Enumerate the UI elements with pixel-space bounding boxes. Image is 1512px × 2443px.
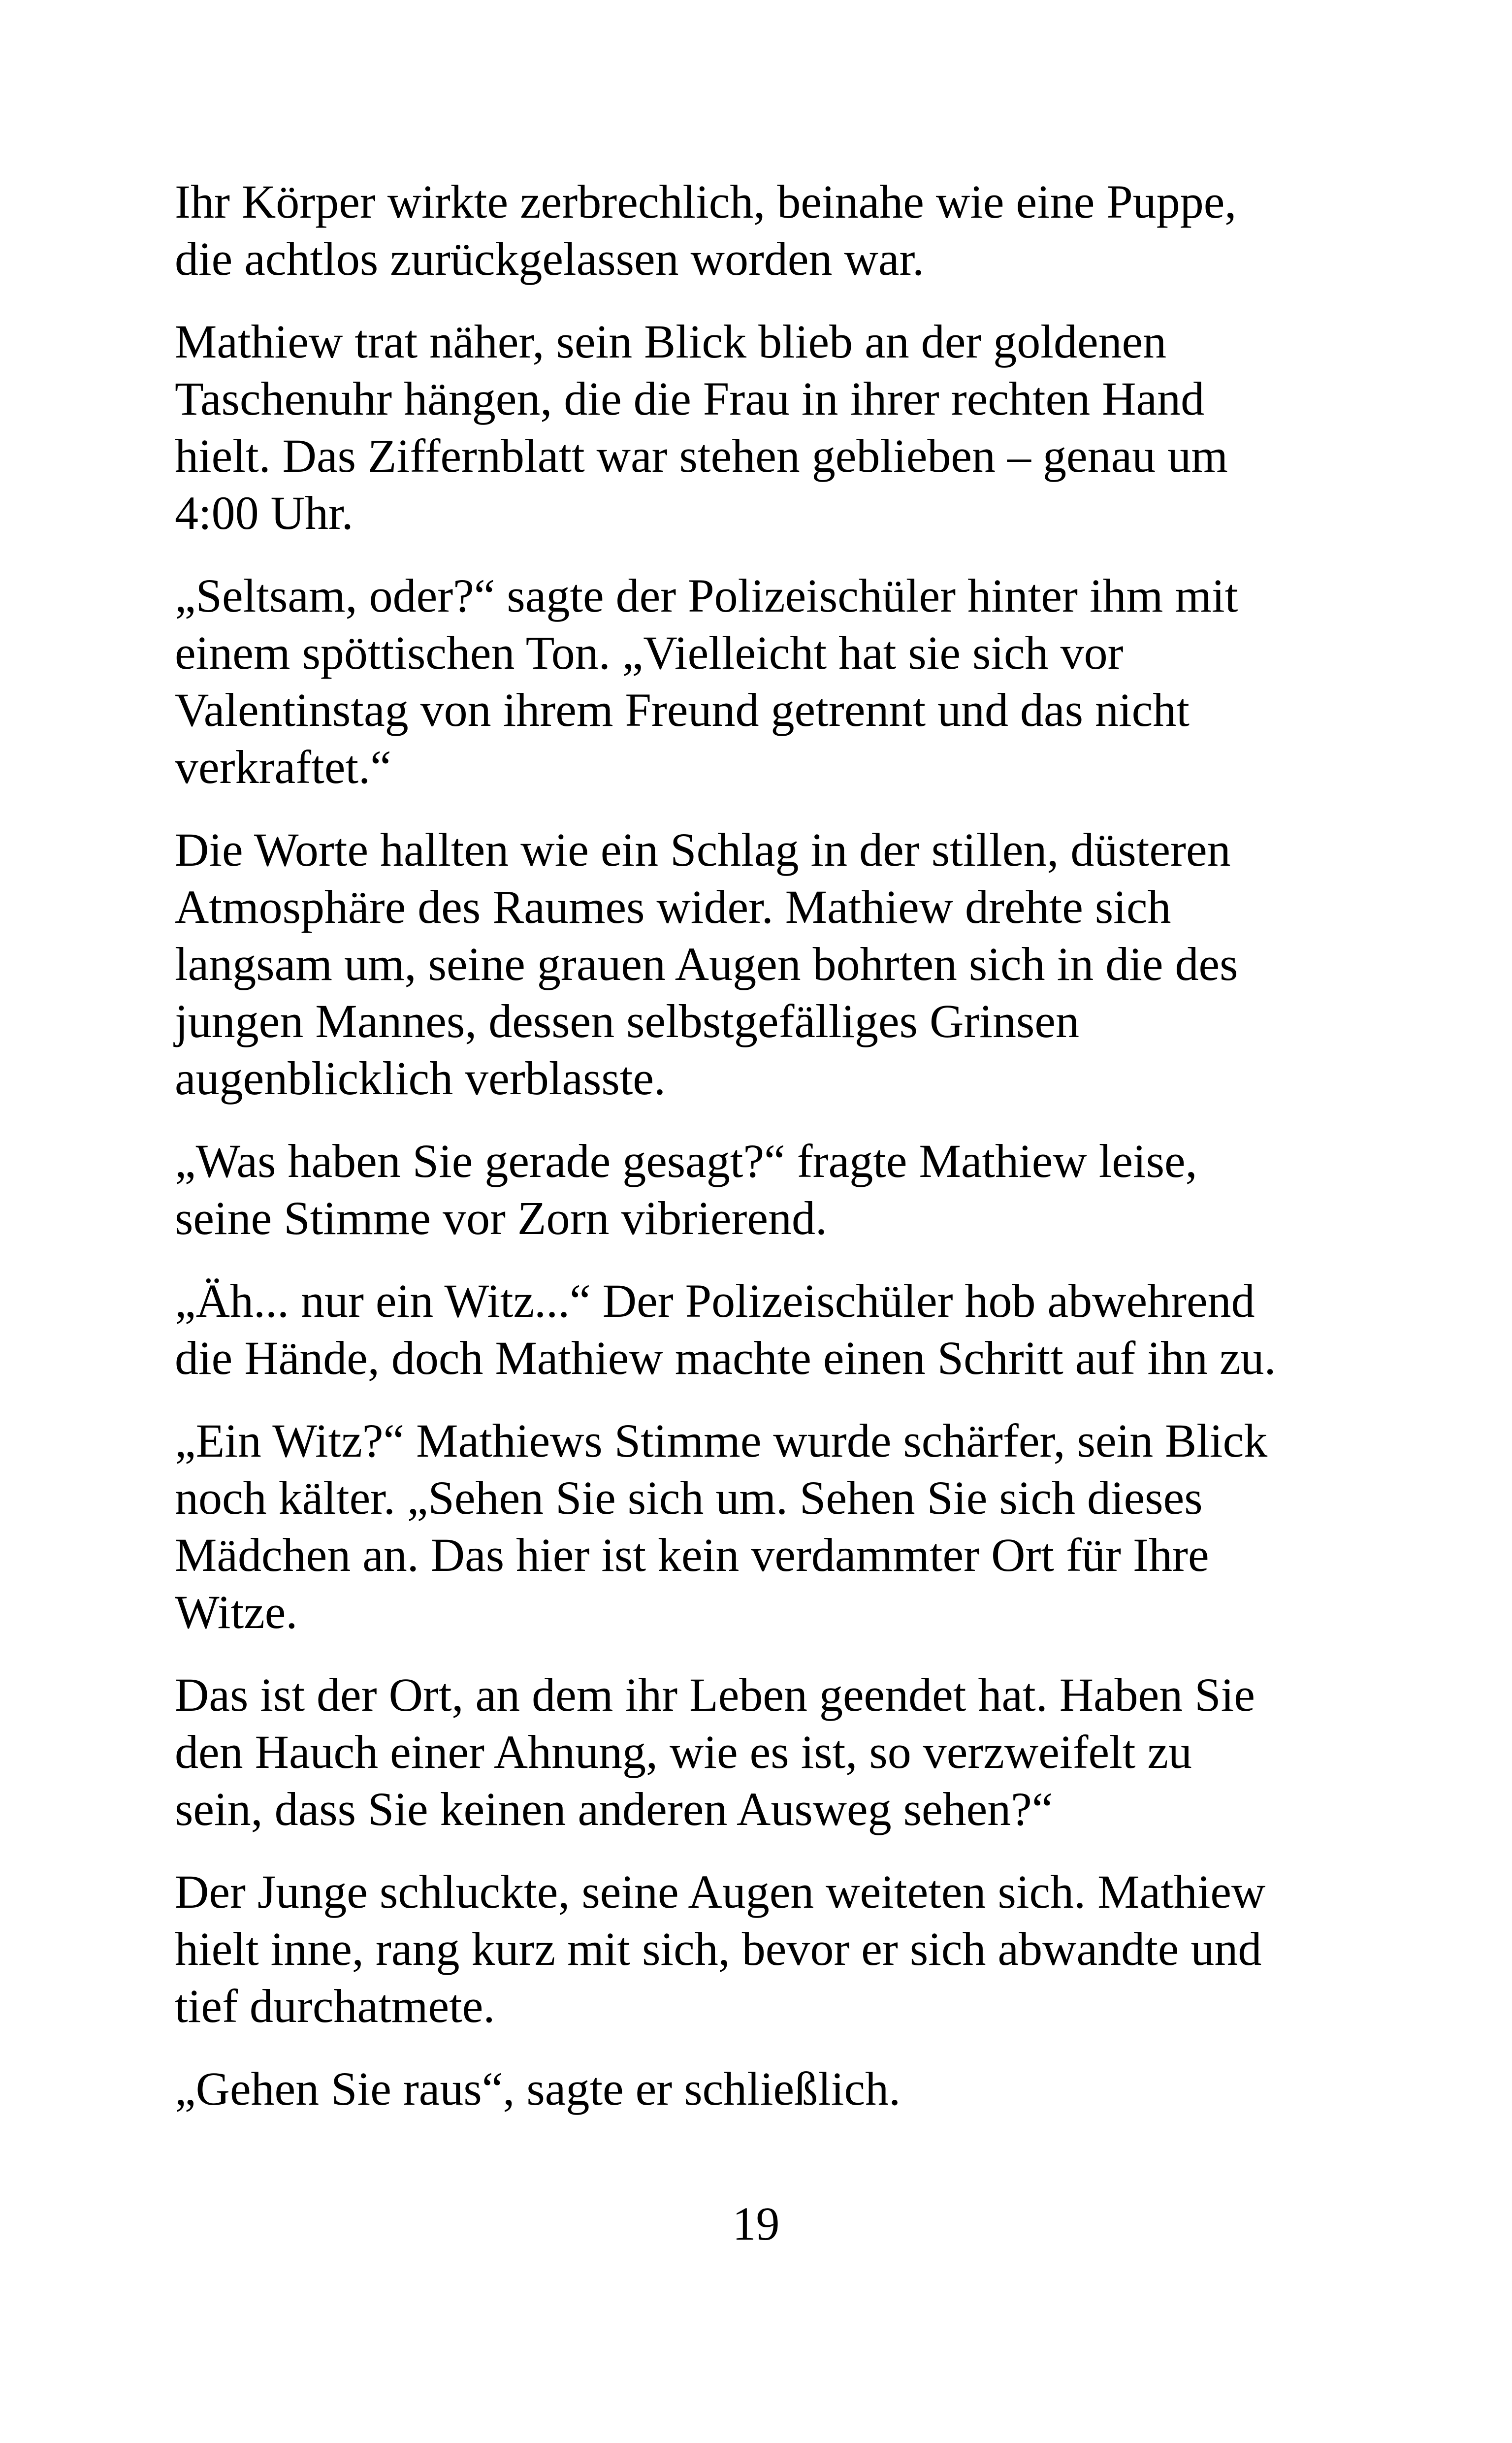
- paragraph-5: „Was haben Sie gerade gesagt?“ fragte Mathiew leise, seine Stimme vor Zorn vibrierend.: [175, 1135, 1197, 1244]
- paragraph-7: „Ein Witz?“ Mathiews Stimme wurde schärfer, sein Blick noch kälter. „Sehen Sie sich um. Sehen Sie sich dieses Mädchen an. Das hier ist kein verdammter Ort für Ihre Witze.: [175, 1414, 1268, 1638]
- page-number: 19: [732, 2197, 780, 2250]
- body-text: [175, 173, 1351, 2143]
- paragraph-9: Der Junge schluckte, seine Augen weiteten sich. Mathiew hielt inne, rang kurz mit sich, bevor er sich abwandte und tief durchatmete.: [175, 1865, 1266, 2032]
- paragraph-2: Mathiew trat näher, sein Blick blieb an der goldenen Taschenuhr hängen, die die Frau in ihrer rechten Hand hielt. Das Ziffernblatt war stehen geblieben – genau um 4:00 Uhr.: [175, 315, 1228, 539]
- paragraph-8: Das ist der Ort, an dem ihr Leben geendet hat. Haben Sie den Hauch einer Ahnung, wie es ist, so verzweifelt zu sein, dass Sie keinen anderen Ausweg sehen?“: [175, 1668, 1255, 1835]
- paragraph-1: Ihr Körper wirkte zerbrechlich, beinahe wie eine Puppe, die achtlos zurückgelassen worden war.: [175, 175, 1237, 285]
- paragraph-3: „Seltsam, oder?“ sagte der Polizeischüler hinter ihm mit einem spöttischen Ton. „Vielleicht hat sie sich vor Valentinstag von ihrem Freund getrennt und das nicht verkraftet.“: [175, 569, 1238, 793]
- paragraph-4: Die Worte hallten wie ein Schlag in der stillen, düsteren Atmosphäre des Raumes wider. Mathiew drehte sich langsam um, seine grauen Augen bohrten sich in die des jungen Mannes, dessen selbstgefälliges Grinsen augenblicklich verblasste.: [175, 823, 1238, 1105]
- paragraph-6: „Äh... nur ein Witz...“ Der Polizeischüler hob abwehrend die Hände, doch Mathiew machte einen Schritt auf ihn zu.: [175, 1274, 1276, 1384]
- paragraph-10: „Gehen Sie raus“, sagte er schließlich.: [175, 2062, 901, 2115]
